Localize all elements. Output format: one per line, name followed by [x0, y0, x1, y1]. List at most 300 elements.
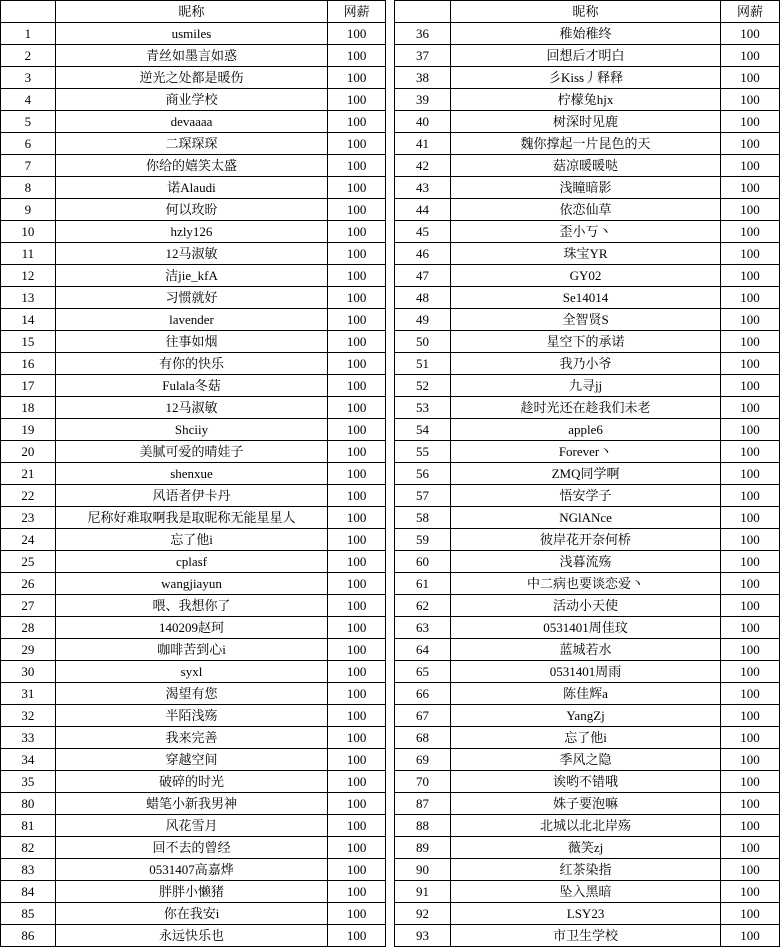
- table-row: [1, 111, 386, 133]
- cell-pay: 100: [328, 375, 386, 397]
- table-row: [394, 793, 779, 815]
- table-row: [394, 507, 779, 529]
- table-row: [394, 683, 779, 705]
- cell-pay: 100: [720, 485, 779, 507]
- cell-index: 70: [394, 771, 450, 793]
- cell-pay: 100: [720, 595, 779, 617]
- table-row: [1, 749, 386, 771]
- table-row: [394, 749, 779, 771]
- table-row: [1, 507, 386, 529]
- cell-nickname: 北城以北北岸殇: [451, 815, 721, 837]
- cell-nickname: 穿越空间: [55, 749, 327, 771]
- table-row: [394, 903, 779, 925]
- right-table: [394, 0, 780, 947]
- header-row: [1, 1, 386, 23]
- table-row: [1, 485, 386, 507]
- cell-pay: 100: [720, 177, 779, 199]
- cell-nickname: 彼岸花开奈何桥: [451, 529, 721, 551]
- cell-index: 25: [1, 551, 56, 573]
- cell-pay: 100: [328, 485, 386, 507]
- cell-index: 29: [1, 639, 56, 661]
- cell-index: 89: [394, 837, 450, 859]
- cell-index: 16: [1, 353, 56, 375]
- table-row: [1, 397, 386, 419]
- table-gap: [386, 0, 394, 947]
- table-row: [1, 243, 386, 265]
- cell-nickname: lavender: [55, 309, 327, 331]
- cell-index: 56: [394, 463, 450, 485]
- cell-nickname: NGlANce: [451, 507, 721, 529]
- cell-pay: 100: [720, 111, 779, 133]
- cell-nickname: 商业学校: [55, 89, 327, 111]
- cell-pay: 100: [328, 639, 386, 661]
- cell-nickname: 歪小丂丶: [451, 221, 721, 243]
- table-row: [1, 155, 386, 177]
- cell-index: 45: [394, 221, 450, 243]
- cell-index: 55: [394, 441, 450, 463]
- cell-nickname: 0531407高嘉烨: [55, 859, 327, 881]
- table-row: [1, 793, 386, 815]
- table-row: [394, 199, 779, 221]
- cell-nickname: 咖啡苦到心i: [55, 639, 327, 661]
- column-header-nickname: 昵称: [55, 1, 327, 23]
- cell-index: 15: [1, 331, 56, 353]
- cell-pay: 100: [328, 859, 386, 881]
- cell-index: 91: [394, 881, 450, 903]
- cell-index: 67: [394, 705, 450, 727]
- cell-index: 59: [394, 529, 450, 551]
- cell-nickname: 回不去的曾经: [55, 837, 327, 859]
- table-row: [394, 815, 779, 837]
- cell-nickname: 我来完善: [55, 727, 327, 749]
- cell-nickname: YangZj: [451, 705, 721, 727]
- cell-index: 37: [394, 45, 450, 67]
- cell-pay: 100: [720, 859, 779, 881]
- cell-pay: 100: [720, 551, 779, 573]
- cell-pay: 100: [720, 221, 779, 243]
- cell-index: 84: [1, 881, 56, 903]
- table-row: [1, 881, 386, 903]
- cell-pay: 100: [720, 529, 779, 551]
- cell-nickname: 浅瞳暗影: [451, 177, 721, 199]
- column-header-pay: 网薪: [720, 1, 779, 23]
- cell-nickname: 趁时光还在趁我们未老: [451, 397, 721, 419]
- table-row: [1, 815, 386, 837]
- table-row: [1, 23, 386, 45]
- cell-pay: 100: [720, 793, 779, 815]
- cell-pay: 100: [720, 749, 779, 771]
- cell-nickname: ZMQ同学啊: [451, 463, 721, 485]
- cell-index: 86: [1, 925, 56, 947]
- cell-index: 41: [394, 133, 450, 155]
- cell-nickname: 悟安学子: [451, 485, 721, 507]
- right-table-header: [394, 1, 779, 23]
- cell-index: 26: [1, 573, 56, 595]
- table-row: [394, 595, 779, 617]
- cell-pay: 100: [328, 177, 386, 199]
- cell-index: 36: [394, 23, 450, 45]
- cell-nickname: 有你的快乐: [55, 353, 327, 375]
- cell-pay: 100: [720, 573, 779, 595]
- table-row: [1, 705, 386, 727]
- cell-nickname: 我乃小爷: [451, 353, 721, 375]
- cell-index: 42: [394, 155, 450, 177]
- cell-pay: 100: [720, 463, 779, 485]
- cell-nickname: wangjiayun: [55, 573, 327, 595]
- cell-nickname: 往事如烟: [55, 331, 327, 353]
- cell-pay: 100: [720, 727, 779, 749]
- table-row: [394, 221, 779, 243]
- cell-nickname: 回想后才明白: [451, 45, 721, 67]
- cell-nickname: 稚始稚终: [451, 23, 721, 45]
- table-row: [394, 881, 779, 903]
- cell-index: 83: [1, 859, 56, 881]
- table-row: [1, 287, 386, 309]
- table-row: [1, 771, 386, 793]
- cell-index: 57: [394, 485, 450, 507]
- cell-nickname: 星空下的承诺: [451, 331, 721, 353]
- cell-pay: 100: [720, 89, 779, 111]
- cell-index: 11: [1, 243, 56, 265]
- table-row: [394, 529, 779, 551]
- table-row: [394, 375, 779, 397]
- cell-pay: 100: [720, 353, 779, 375]
- cell-index: 87: [394, 793, 450, 815]
- cell-index: 69: [394, 749, 450, 771]
- table-row: [1, 859, 386, 881]
- cell-index: 34: [1, 749, 56, 771]
- cell-nickname: 140209赵珂: [55, 617, 327, 639]
- cell-pay: 100: [328, 551, 386, 573]
- cell-pay: 100: [328, 331, 386, 353]
- cell-pay: 100: [720, 67, 779, 89]
- cell-index: 21: [1, 463, 56, 485]
- cell-index: 13: [1, 287, 56, 309]
- cell-pay: 100: [328, 45, 386, 67]
- cell-nickname: 你在我安i: [55, 903, 327, 925]
- table-row: [394, 705, 779, 727]
- cell-pay: 100: [328, 925, 386, 947]
- cell-index: 68: [394, 727, 450, 749]
- cell-nickname: 菇凉暖暖哒: [451, 155, 721, 177]
- cell-nickname: 胖胖小懒猪: [55, 881, 327, 903]
- cell-nickname: hzly126: [55, 221, 327, 243]
- cell-pay: 100: [328, 287, 386, 309]
- cell-index: 12: [1, 265, 56, 287]
- table-row: [394, 397, 779, 419]
- cell-pay: 100: [328, 243, 386, 265]
- cell-nickname: 破碎的时光: [55, 771, 327, 793]
- cell-nickname: 永远快乐也: [55, 925, 327, 947]
- cell-index: 27: [1, 595, 56, 617]
- cell-index: 81: [1, 815, 56, 837]
- table-row: [1, 573, 386, 595]
- cell-pay: 100: [328, 595, 386, 617]
- cell-pay: 100: [720, 771, 779, 793]
- cell-nickname: 0531401周佳玟: [451, 617, 721, 639]
- cell-nickname: cplasf: [55, 551, 327, 573]
- table-row: [394, 661, 779, 683]
- cell-pay: 100: [328, 573, 386, 595]
- left-table-body: [1, 23, 386, 947]
- cell-index: 47: [394, 265, 450, 287]
- cell-pay: 100: [720, 133, 779, 155]
- cell-index: 17: [1, 375, 56, 397]
- cell-index: 90: [394, 859, 450, 881]
- table-row: [394, 45, 779, 67]
- cell-nickname: 市卫生学校: [451, 925, 721, 947]
- cell-pay: 100: [720, 331, 779, 353]
- cell-nickname: Forever丶: [451, 441, 721, 463]
- cell-index: 48: [394, 287, 450, 309]
- cell-nickname: 忘了他i: [451, 727, 721, 749]
- cell-pay: 100: [328, 749, 386, 771]
- table-row: [394, 133, 779, 155]
- cell-nickname: 陈佳辉a: [451, 683, 721, 705]
- cell-index: 43: [394, 177, 450, 199]
- cell-nickname: 浅暮流殇: [451, 551, 721, 573]
- table-row: [1, 463, 386, 485]
- cell-pay: 100: [720, 617, 779, 639]
- cell-nickname: 魏你撑起一片昆色的天: [451, 133, 721, 155]
- table-row: [1, 441, 386, 463]
- table-row: [394, 67, 779, 89]
- table-row: [394, 551, 779, 573]
- table-row: [394, 419, 779, 441]
- cell-nickname: 12马淑敏: [55, 397, 327, 419]
- cell-pay: 100: [328, 133, 386, 155]
- table-row: [394, 287, 779, 309]
- table-row: [394, 837, 779, 859]
- column-header-index: [394, 1, 450, 23]
- cell-pay: 100: [328, 441, 386, 463]
- cell-pay: 100: [328, 529, 386, 551]
- left-table: [0, 0, 386, 947]
- cell-pay: 100: [720, 815, 779, 837]
- cell-nickname: 半陌浅殇: [55, 705, 327, 727]
- table-row: [394, 177, 779, 199]
- cell-index: 66: [394, 683, 450, 705]
- cell-index: 23: [1, 507, 56, 529]
- table-row: [1, 67, 386, 89]
- table-row: [394, 331, 779, 353]
- table-row: [1, 551, 386, 573]
- cell-index: 1: [1, 23, 56, 45]
- table-row: [394, 441, 779, 463]
- table-row: [1, 419, 386, 441]
- table-row: [394, 925, 779, 947]
- cell-nickname: 何以玫昐: [55, 199, 327, 221]
- table-row: [394, 89, 779, 111]
- cell-nickname: 喂、我想你了: [55, 595, 327, 617]
- table-row: [1, 925, 386, 947]
- table-row: [1, 727, 386, 749]
- cell-index: 3: [1, 67, 56, 89]
- cell-nickname: syxl: [55, 661, 327, 683]
- table-row: [394, 859, 779, 881]
- cell-pay: 100: [720, 309, 779, 331]
- cell-index: 93: [394, 925, 450, 947]
- table-row: [394, 309, 779, 331]
- cell-pay: 100: [720, 265, 779, 287]
- table-row: [394, 23, 779, 45]
- table-row: [1, 265, 386, 287]
- table-row: [1, 661, 386, 683]
- cell-index: 64: [394, 639, 450, 661]
- cell-pay: 100: [328, 89, 386, 111]
- cell-pay: 100: [720, 441, 779, 463]
- cell-nickname: LSY23: [451, 903, 721, 925]
- right-table-body: [394, 23, 779, 947]
- table-row: [394, 155, 779, 177]
- cell-pay: 100: [328, 617, 386, 639]
- cell-pay: 100: [720, 155, 779, 177]
- column-header-index: [1, 1, 56, 23]
- cell-pay: 100: [720, 881, 779, 903]
- cell-index: 22: [1, 485, 56, 507]
- cell-nickname: 美腻可爱的晴娃子: [55, 441, 327, 463]
- cell-pay: 100: [328, 705, 386, 727]
- cell-index: 14: [1, 309, 56, 331]
- cell-nickname: 活动小天使: [451, 595, 721, 617]
- cell-index: 39: [394, 89, 450, 111]
- cell-index: 52: [394, 375, 450, 397]
- cell-nickname: 蜡笔小新我男神: [55, 793, 327, 815]
- cell-index: 35: [1, 771, 56, 793]
- cell-pay: 100: [328, 221, 386, 243]
- cell-nickname: apple6: [451, 419, 721, 441]
- cell-index: 82: [1, 837, 56, 859]
- cell-pay: 100: [328, 353, 386, 375]
- cell-pay: 100: [720, 837, 779, 859]
- cell-pay: 100: [328, 419, 386, 441]
- column-header-nickname: 昵称: [451, 1, 721, 23]
- cell-index: 65: [394, 661, 450, 683]
- cell-nickname: 青丝如墨言如惑: [55, 45, 327, 67]
- cell-pay: 100: [328, 507, 386, 529]
- table-row: [1, 375, 386, 397]
- table-row: [394, 243, 779, 265]
- table-row: [1, 331, 386, 353]
- cell-nickname: usmiles: [55, 23, 327, 45]
- cell-nickname: Se14014: [451, 287, 721, 309]
- cell-pay: 100: [328, 903, 386, 925]
- cell-nickname: 12马淑敏: [55, 243, 327, 265]
- cell-nickname: Fulala冬菇: [55, 375, 327, 397]
- cell-nickname: 风语者伊卡丹: [55, 485, 327, 507]
- cell-nickname: 红茶染指: [451, 859, 721, 881]
- table-row: [1, 309, 386, 331]
- cell-index: 85: [1, 903, 56, 925]
- cell-index: 32: [1, 705, 56, 727]
- cell-index: 63: [394, 617, 450, 639]
- table-row: [394, 639, 779, 661]
- cell-pay: 100: [328, 793, 386, 815]
- cell-nickname: 洁jie_kfA: [55, 265, 327, 287]
- table-row: [1, 595, 386, 617]
- table-row: [1, 903, 386, 925]
- cell-index: 31: [1, 683, 56, 705]
- cell-nickname: 0531401周雨: [451, 661, 721, 683]
- cell-pay: 100: [720, 199, 779, 221]
- cell-pay: 100: [328, 111, 386, 133]
- cell-nickname: devaaaa: [55, 111, 327, 133]
- table-row: [1, 353, 386, 375]
- cell-index: 44: [394, 199, 450, 221]
- cell-nickname: 依恋仙草: [451, 199, 721, 221]
- cell-nickname: shenxue: [55, 463, 327, 485]
- cell-nickname: 姝子要泡嘛: [451, 793, 721, 815]
- cell-pay: 100: [720, 661, 779, 683]
- cell-pay: 100: [720, 45, 779, 67]
- cell-pay: 100: [720, 419, 779, 441]
- cell-pay: 100: [328, 661, 386, 683]
- cell-index: 5: [1, 111, 56, 133]
- cell-index: 62: [394, 595, 450, 617]
- cell-pay: 100: [720, 683, 779, 705]
- cell-pay: 100: [328, 199, 386, 221]
- cell-nickname: 蓝城若水: [451, 639, 721, 661]
- cell-index: 50: [394, 331, 450, 353]
- table-row: [394, 463, 779, 485]
- cell-pay: 100: [720, 397, 779, 419]
- cell-index: 38: [394, 67, 450, 89]
- cell-index: 33: [1, 727, 56, 749]
- cell-pay: 100: [328, 309, 386, 331]
- cell-nickname: 薇笑zj: [451, 837, 721, 859]
- cell-pay: 100: [720, 243, 779, 265]
- cell-index: 53: [394, 397, 450, 419]
- cell-nickname: Shciiy: [55, 419, 327, 441]
- table-row: [394, 617, 779, 639]
- left-table-header: [1, 1, 386, 23]
- table-row: [394, 573, 779, 595]
- cell-index: 58: [394, 507, 450, 529]
- cell-pay: 100: [720, 507, 779, 529]
- cell-index: 46: [394, 243, 450, 265]
- column-header-pay: 网薪: [328, 1, 386, 23]
- cell-pay: 100: [720, 375, 779, 397]
- cell-nickname: 季风之隐: [451, 749, 721, 771]
- cell-pay: 100: [328, 265, 386, 287]
- table-row: [394, 353, 779, 375]
- cell-nickname: 中二病也要谈恋爱丶: [451, 573, 721, 595]
- cell-pay: 100: [720, 903, 779, 925]
- table-row: [1, 133, 386, 155]
- cell-pay: 100: [328, 155, 386, 177]
- cell-nickname: 全智贤S: [451, 309, 721, 331]
- cell-index: 54: [394, 419, 450, 441]
- cell-nickname: 你给的嬉笑太盛: [55, 155, 327, 177]
- cell-index: 49: [394, 309, 450, 331]
- cell-pay: 100: [720, 705, 779, 727]
- cell-nickname: 尼称好难取啊我是取昵称无能星星人: [55, 507, 327, 529]
- cell-index: 40: [394, 111, 450, 133]
- cell-pay: 100: [328, 837, 386, 859]
- cell-nickname: 二琛琛琛: [55, 133, 327, 155]
- cell-pay: 100: [328, 23, 386, 45]
- cell-index: 4: [1, 89, 56, 111]
- cell-index: 7: [1, 155, 56, 177]
- table-row: [1, 837, 386, 859]
- cell-index: 80: [1, 793, 56, 815]
- cell-nickname: 诺Alaudi: [55, 177, 327, 199]
- cell-nickname: 柠檬兔hjx: [451, 89, 721, 111]
- header-row: [394, 1, 779, 23]
- cell-index: 8: [1, 177, 56, 199]
- cell-pay: 100: [328, 881, 386, 903]
- table-row: [1, 617, 386, 639]
